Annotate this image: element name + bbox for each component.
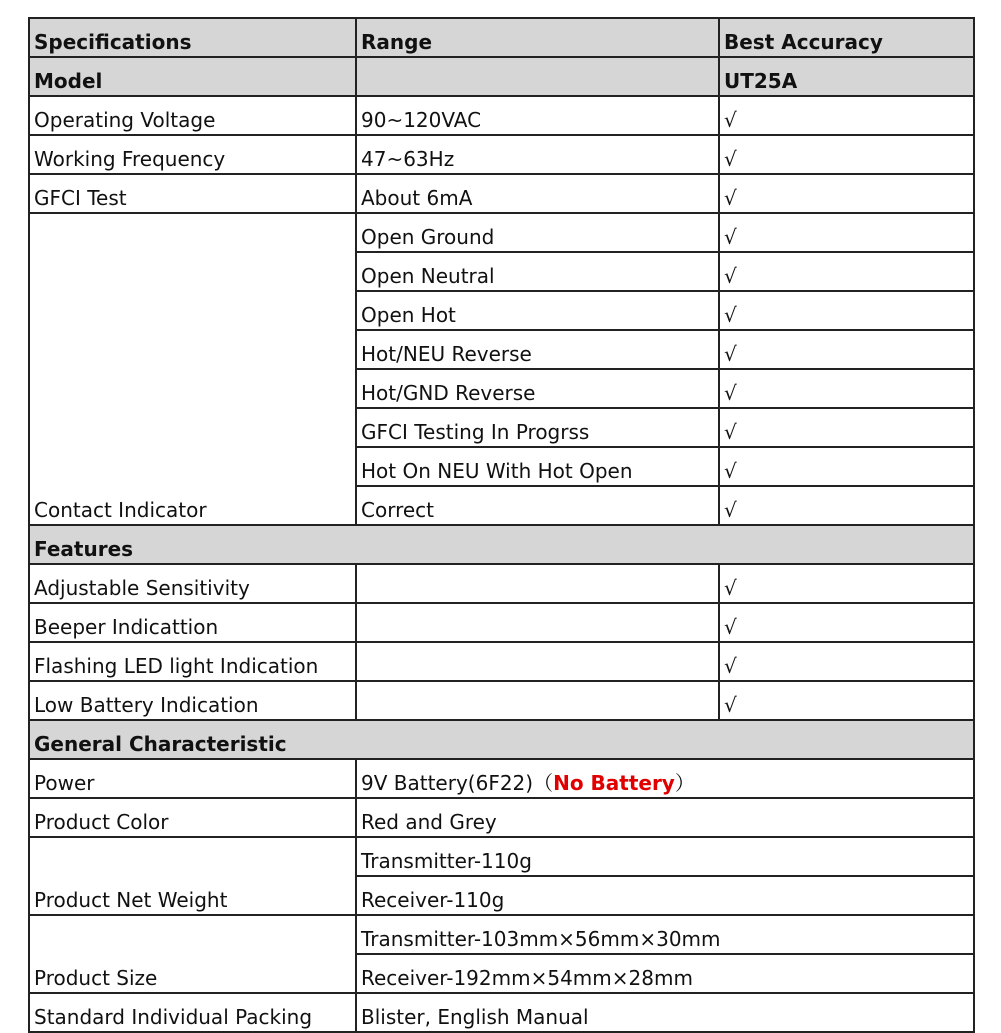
contact-item: Hot/NEU Reverse xyxy=(356,330,719,369)
table-row xyxy=(29,213,974,252)
feature-name: Adjustable Sensitivity xyxy=(29,564,356,603)
check-mark: √ xyxy=(719,96,974,135)
check-mark: √ xyxy=(719,213,974,252)
check-mark: √ xyxy=(719,408,974,447)
color-value: Red and Grey xyxy=(356,798,974,837)
feature-name: Flashing LED light Indication xyxy=(29,642,356,681)
feature-empty xyxy=(356,603,719,642)
header-row xyxy=(29,18,974,57)
check-mark: √ xyxy=(719,252,974,291)
general-title: General Characteristic xyxy=(29,720,974,759)
check-mark: √ xyxy=(719,135,974,174)
check-mark: √ xyxy=(719,564,974,603)
contact-item: Open Ground xyxy=(356,213,719,252)
power-value-cell xyxy=(356,759,974,798)
check-mark: √ xyxy=(719,330,974,369)
size-label: Product Size xyxy=(29,915,356,993)
spec-table xyxy=(28,17,975,1033)
packing-label: Standard Individual Packing xyxy=(29,993,356,1032)
features-title: Features xyxy=(29,525,974,564)
contact-item: Correct xyxy=(356,486,719,525)
general-header-row xyxy=(29,720,974,759)
feature-empty xyxy=(356,681,719,720)
header-best-accuracy: Best Accuracy xyxy=(719,18,974,57)
table-row xyxy=(29,174,974,213)
check-mark: √ xyxy=(719,681,974,720)
contact-indicator-label: Contact Indicator xyxy=(29,213,356,525)
spec-name: Working Frequency xyxy=(29,135,356,174)
table-row xyxy=(29,798,974,837)
check-mark: √ xyxy=(719,486,974,525)
table-row xyxy=(29,96,974,135)
table-row xyxy=(29,135,974,174)
model-label: Model xyxy=(29,57,356,96)
header-specifications: Specifications xyxy=(29,18,356,57)
feature-empty xyxy=(356,642,719,681)
power-close: ） xyxy=(674,771,695,795)
model-value: UT25A xyxy=(719,57,974,96)
power-value: 9V Battery(6F22)（ xyxy=(361,771,554,795)
spec-range: 90~120VAC xyxy=(356,96,719,135)
table-row xyxy=(29,759,974,798)
table-row xyxy=(29,837,974,876)
spec-range: 47~63Hz xyxy=(356,135,719,174)
spec-range: About 6mA xyxy=(356,174,719,213)
feature-empty xyxy=(356,564,719,603)
table-row xyxy=(29,603,974,642)
power-label: Power xyxy=(29,759,356,798)
table-row xyxy=(29,915,974,954)
size-value: Receiver-192mm×54mm×28mm xyxy=(356,954,974,993)
check-mark: √ xyxy=(719,291,974,330)
packing-value: Blister, English Manual xyxy=(356,993,974,1032)
spec-name: GFCI Test xyxy=(29,174,356,213)
contact-item: Hot On NEU With Hot Open xyxy=(356,447,719,486)
table-row xyxy=(29,642,974,681)
check-mark: √ xyxy=(719,642,974,681)
size-value: Transmitter-103mm×56mm×30mm xyxy=(356,915,974,954)
table-row xyxy=(29,564,974,603)
check-mark: √ xyxy=(719,369,974,408)
weight-label: Product Net Weight xyxy=(29,837,356,915)
check-mark: √ xyxy=(719,603,974,642)
check-mark: √ xyxy=(719,447,974,486)
model-row xyxy=(29,57,974,96)
model-empty xyxy=(356,57,719,96)
feature-name: Beeper Indicattion xyxy=(29,603,356,642)
color-label: Product Color xyxy=(29,798,356,837)
no-battery-note: No Battery xyxy=(553,771,675,795)
contact-item: GFCI Testing In Progrss xyxy=(356,408,719,447)
table-row xyxy=(29,993,974,1032)
features-header-row xyxy=(29,525,974,564)
check-mark: √ xyxy=(719,174,974,213)
header-range: Range xyxy=(356,18,719,57)
weight-value: Receiver-110g xyxy=(356,876,974,915)
contact-item: Open Neutral xyxy=(356,252,719,291)
spec-name: Operating Voltage xyxy=(29,96,356,135)
contact-item: Hot/GND Reverse xyxy=(356,369,719,408)
feature-name: Low Battery Indication xyxy=(29,681,356,720)
weight-value: Transmitter-110g xyxy=(356,837,974,876)
contact-item: Open Hot xyxy=(356,291,719,330)
table-row xyxy=(29,681,974,720)
